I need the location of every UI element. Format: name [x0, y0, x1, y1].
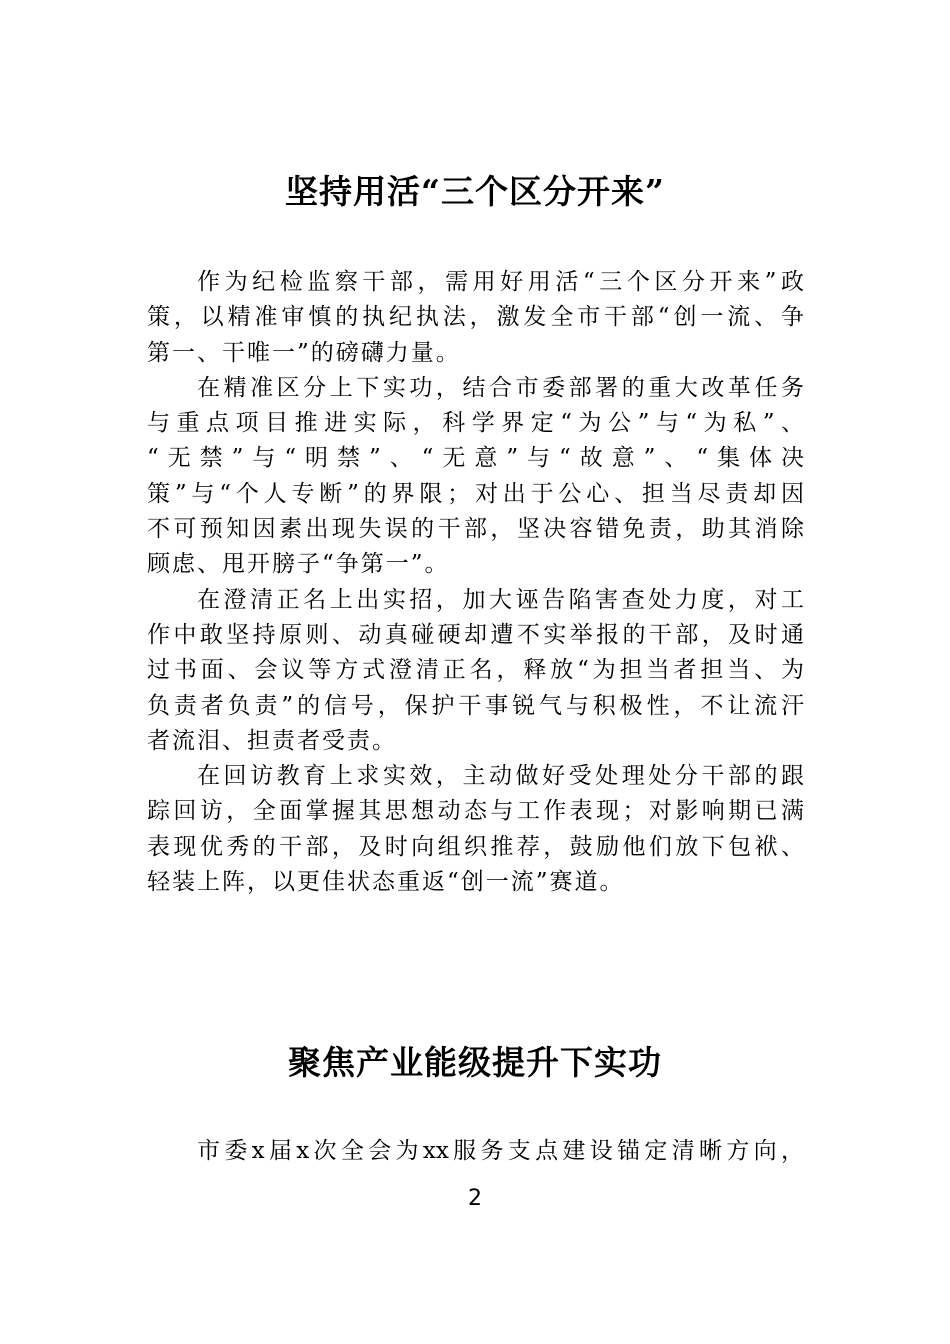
paragraph-line: “无禁”与“明禁”、“无意”与“故意”、“集体决	[147, 445, 804, 472]
paragraph	[147, 265, 804, 371]
paragraph-line: 负责者负责”的信号，保护干事锐气与积极性，不让流汗	[147, 692, 804, 719]
paragraph	[147, 583, 804, 759]
paragraph-line: 轻装上阵，以更佳状态重返“创一流”赛道。	[147, 869, 625, 896]
paragraph-line: 过书面、会议等方式澄清正名，释放“为担当者担当、为	[147, 657, 804, 684]
paragraph-line: 踪回访，全面掌握其思想动态与工作表现；对影响期已满	[147, 798, 804, 825]
paragraph-line: 在精准区分上下实功，结合市委部署的重大改革任务	[197, 374, 804, 401]
paragraph-line: 不可预知因素出现失误的干部，坚决容错免责，助其消除	[147, 516, 804, 543]
paragraph	[147, 759, 804, 900]
paragraph-line: 策，以精准审慎的执纪执法，激发全市干部“创一流、争	[147, 304, 804, 331]
paragraph-line: 者流泪、担责者受责。	[147, 727, 397, 754]
section-title: 坚持用活“三个区分开来”	[285, 172, 665, 211]
paragraph	[147, 1134, 804, 1169]
paragraph-line: 表现优秀的干部，及时向组织推荐，鼓励他们放下包袱、	[147, 833, 804, 860]
paragraph-line: 市委x届x次全会为xx服务支点建设锚定清晰方向，	[197, 1138, 804, 1164]
page-number: 2	[468, 1186, 482, 1211]
section-title: 聚焦产业能级提升下实功	[288, 1043, 662, 1082]
paragraph-line: 第一、干唯一”的磅礴力量。	[147, 339, 461, 366]
paragraph-line: 顾虑、甩开膀子“争第一”。	[147, 551, 450, 578]
paragraph	[147, 371, 804, 583]
section-body	[147, 265, 804, 900]
paragraph-line: 作中敢坚持原则、动真碰硬却遭不实举报的干部，及时通	[147, 621, 804, 648]
paragraph-line: 在回访教育上求实效，主动做好受处理处分干部的跟	[197, 763, 804, 790]
paragraph-line: 策”与“个人专断”的界限；对出于公心、担当尽责却因	[147, 480, 804, 507]
paragraph-line: 在澄清正名上出实招，加大诬告陷害查处力度，对工	[197, 586, 804, 613]
paragraph-line: 作为纪检监察干部，需用好用活“三个区分开来”政	[197, 269, 804, 295]
paragraph-line: 与重点项目推进实际，科学界定“为公”与“为私”、	[147, 410, 804, 437]
